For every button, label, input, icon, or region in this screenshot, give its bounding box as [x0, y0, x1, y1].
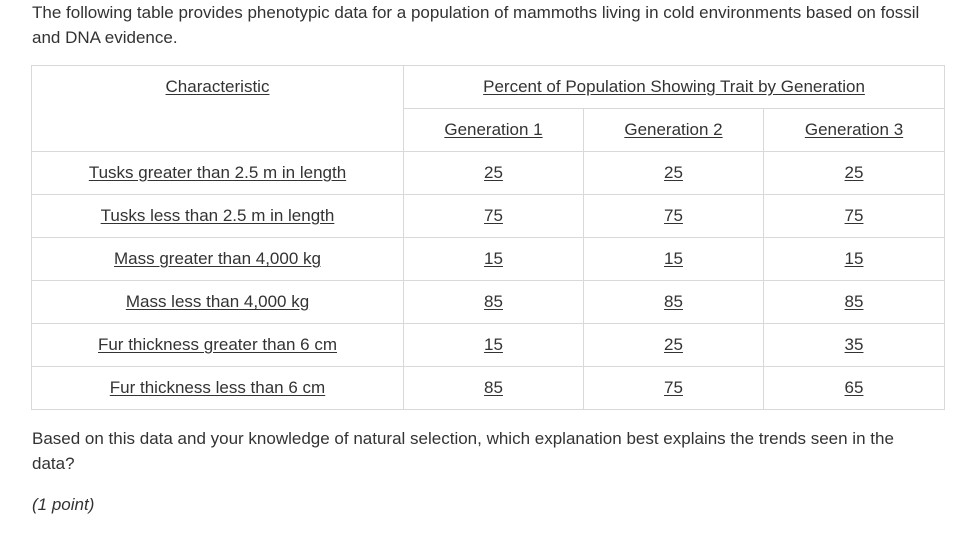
trait-label: Mass less than 4,000 kg: [125, 292, 310, 311]
table-row: [32, 152, 945, 195]
table-row: [32, 367, 945, 410]
question-text: Based on this data and your knowledge of natural selection, which explanation best explains the trends seen in the data?: [32, 429, 894, 473]
generation-3-header: [764, 109, 945, 152]
value-label: 15: [844, 249, 864, 268]
intro-text: The following table provides phenotypic data for a population of mammoths living in cold environments based on fossil and DNA evidence.: [32, 3, 920, 47]
value-label: 85: [484, 378, 503, 397]
value-cell: [404, 195, 584, 238]
generation-group-header: [404, 66, 945, 109]
trait-cell: [32, 324, 404, 367]
value-label: 25: [484, 163, 503, 182]
value-label: 15: [664, 249, 683, 268]
trait-cell: [32, 238, 404, 281]
table-header-row: [32, 66, 945, 109]
value-label: 75: [664, 206, 683, 225]
value-cell: [764, 281, 945, 324]
phenotype-table: [31, 65, 945, 410]
value-cell: [404, 281, 584, 324]
value-label: 75: [844, 206, 864, 225]
value-label: 25: [664, 163, 683, 182]
value-cell: [584, 195, 764, 238]
value-label: 75: [484, 206, 503, 225]
characteristic-header-label: Characteristic: [165, 77, 270, 96]
value-cell: [404, 324, 584, 367]
trait-label: Tusks less than 2.5 m in length: [100, 206, 335, 225]
value-cell: [764, 152, 945, 195]
value-label: 25: [844, 163, 864, 182]
value-label: 65: [844, 378, 864, 397]
value-cell: [584, 324, 764, 367]
trait-label: Fur thickness less than 6 cm: [109, 378, 326, 397]
value-label: 85: [844, 292, 864, 311]
value-cell: [584, 281, 764, 324]
value-cell: [764, 367, 945, 410]
value-label: 25: [664, 335, 683, 354]
trait-cell: [32, 367, 404, 410]
value-cell: [764, 195, 945, 238]
trait-cell: [32, 195, 404, 238]
generation-group-header-label: Percent of Population Showing Trait by Generation: [483, 77, 865, 96]
generation-2-header: [584, 109, 764, 152]
table-row: [32, 238, 945, 281]
trait-cell: [32, 152, 404, 195]
generation-3-label: Generation 3: [804, 120, 904, 139]
value-cell: [584, 152, 764, 195]
value-cell: [404, 367, 584, 410]
table-row: [32, 281, 945, 324]
value-label: 15: [484, 335, 503, 354]
generation-1-header: [404, 109, 584, 152]
trait-label: Tusks greater than 2.5 m in length: [88, 163, 347, 182]
value-cell: [584, 238, 764, 281]
value-cell: [584, 367, 764, 410]
value-cell: [764, 324, 945, 367]
value-cell: [404, 152, 584, 195]
value-label: 35: [844, 335, 864, 354]
trait-cell: [32, 281, 404, 324]
points-label: (1 point): [32, 495, 95, 514]
value-label: 15: [484, 249, 503, 268]
generation-1-label: Generation 1: [444, 120, 543, 139]
generation-2-label: Generation 2: [624, 120, 723, 139]
value-label: 85: [484, 292, 503, 311]
table-row: [32, 195, 945, 238]
value-cell: [764, 238, 945, 281]
value-label: 85: [664, 292, 683, 311]
value-label: 75: [664, 378, 683, 397]
trait-label: Mass greater than 4,000 kg: [114, 249, 321, 268]
table-row: [32, 324, 945, 367]
characteristic-header: [32, 66, 404, 152]
trait-label: Fur thickness greater than 6 cm: [97, 335, 338, 354]
value-cell: [404, 238, 584, 281]
